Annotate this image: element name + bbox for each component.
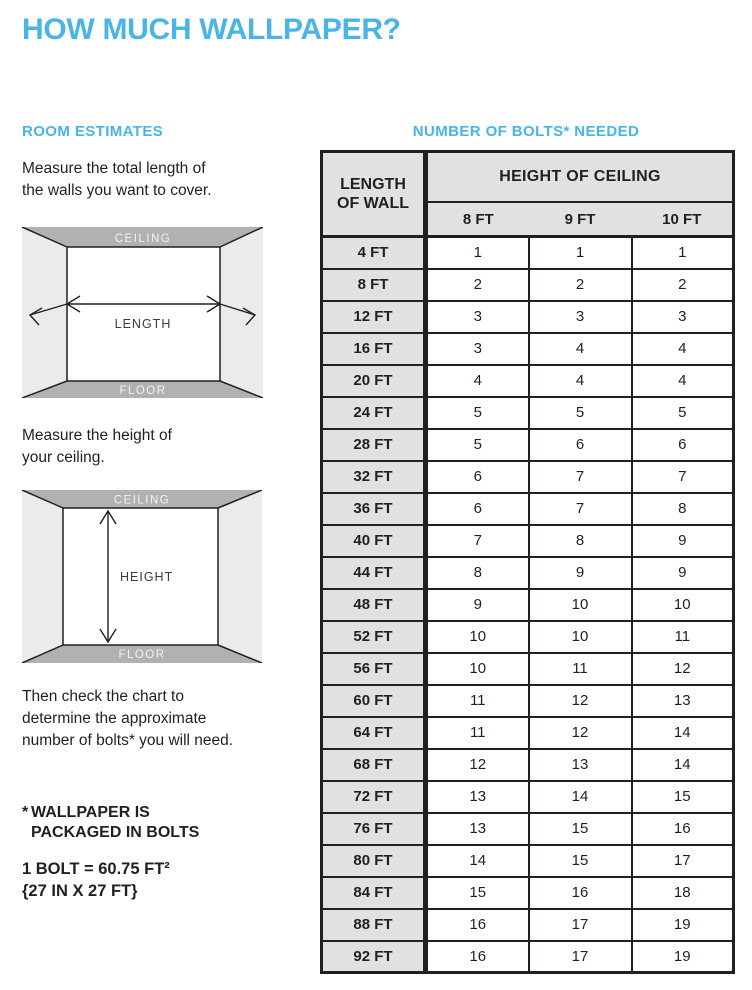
- table-row: [322, 365, 734, 397]
- wall-length-cell: 48 FT: [322, 589, 426, 621]
- bolt-count-cell: 8: [632, 493, 734, 525]
- table-row: [322, 493, 734, 525]
- footnote-line: PACKAGED IN BOLTS: [31, 824, 200, 841]
- wall-length-cell: 4 FT: [322, 237, 426, 269]
- wall-length-cell: 52 FT: [322, 621, 426, 653]
- room-height-diagram: [22, 490, 262, 663]
- instruction-measure-length: [22, 158, 212, 202]
- bolt-count-cell: 7: [529, 461, 632, 493]
- bolt-count-cell: 3: [426, 333, 529, 365]
- ceiling-height-column-header: 8 FT: [426, 202, 529, 237]
- bolt-count-cell: 18: [632, 877, 734, 909]
- bolt-count-cell: 10: [426, 653, 529, 685]
- bolt-count-cell: 6: [426, 461, 529, 493]
- instruction-line: determine the approximate: [22, 710, 207, 727]
- bolt-count-cell: 13: [632, 685, 734, 717]
- bolt-count-cell: 11: [529, 653, 632, 685]
- table-row: [322, 461, 734, 493]
- wall-length-cell: 8 FT: [322, 269, 426, 301]
- wall-length-cell: 36 FT: [322, 493, 426, 525]
- bolt-count-cell: 7: [426, 525, 529, 557]
- bolt-count-cell: 16: [426, 909, 529, 941]
- wall-length-cell: 76 FT: [322, 813, 426, 845]
- left-wall-surface: [22, 490, 63, 663]
- wall-length-cell: 56 FT: [322, 653, 426, 685]
- bolt-count-cell: 14: [632, 717, 734, 749]
- table-row: [322, 845, 734, 877]
- wall-length-cell: 88 FT: [322, 909, 426, 941]
- table-row: [322, 781, 734, 813]
- bolt-count-cell: 12: [529, 717, 632, 749]
- instruction-measure-height: [22, 425, 172, 469]
- instruction-line: Then check the chart to: [22, 688, 184, 705]
- bolt-count-cell: 5: [426, 397, 529, 429]
- length-label: LENGTH: [114, 317, 172, 331]
- bolts-table-body: [322, 237, 734, 973]
- bolt-count-cell: 17: [529, 909, 632, 941]
- bolt-count-cell: 5: [529, 397, 632, 429]
- bolt-count-cell: 8: [426, 557, 529, 589]
- table-row: [322, 237, 734, 269]
- bolt-count-cell: 13: [529, 749, 632, 781]
- footnote-line: WALLPAPER IS: [31, 804, 150, 821]
- instruction-line: number of bolts* you will need.: [22, 732, 234, 749]
- right-wall-surface: [218, 490, 262, 663]
- bolt-count-cell: 3: [632, 301, 734, 333]
- instruction-line: Measure the height of: [22, 427, 172, 444]
- bolts-table: [320, 150, 735, 974]
- bolt-size-info: [22, 858, 170, 902]
- bolt-count-cell: 12: [632, 653, 734, 685]
- wall-length-cell: 64 FT: [322, 717, 426, 749]
- instruction-line: the walls you want to cover.: [22, 182, 212, 199]
- bolt-count-cell: 11: [426, 717, 529, 749]
- bolt-count-cell: 2: [426, 269, 529, 301]
- table-row: [322, 877, 734, 909]
- room-length-diagram: [22, 227, 263, 398]
- wall-length-cell: 44 FT: [322, 557, 426, 589]
- bolt-count-cell: 16: [426, 941, 529, 973]
- instruction-check-chart: [22, 686, 233, 752]
- bolt-count-cell: 15: [632, 781, 734, 813]
- wall-length-cell: 32 FT: [322, 461, 426, 493]
- wall-length-cell: 68 FT: [322, 749, 426, 781]
- bolt-count-cell: 4: [529, 365, 632, 397]
- bolt-count-cell: 9: [632, 525, 734, 557]
- wall-length-cell: 80 FT: [322, 845, 426, 877]
- bolt-count-cell: 14: [529, 781, 632, 813]
- left-wall-surface: [22, 227, 67, 398]
- bolt-count-cell: 9: [632, 557, 734, 589]
- wall-length-cell: 20 FT: [322, 365, 426, 397]
- wall-length-cell: 12 FT: [322, 301, 426, 333]
- bolt-count-cell: 1: [529, 237, 632, 269]
- bolt-count-cell: 1: [632, 237, 734, 269]
- table-row: [322, 301, 734, 333]
- bolt-count-cell: 5: [632, 397, 734, 429]
- floor-label: FLOOR: [119, 385, 167, 397]
- bolt-count-cell: 19: [632, 909, 734, 941]
- bolt-count-cell: 11: [632, 621, 734, 653]
- bolt-count-cell: 8: [529, 525, 632, 557]
- bolt-count-cell: 3: [529, 301, 632, 333]
- bolt-count-cell: 4: [426, 365, 529, 397]
- wall-length-cell: 16 FT: [322, 333, 426, 365]
- page-title: HOW MUCH WALLPAPER?: [22, 13, 401, 46]
- bolt-count-cell: 13: [426, 781, 529, 813]
- table-row: [322, 589, 734, 621]
- bolt-count-cell: 4: [632, 333, 734, 365]
- instruction-line: Measure the total length of: [22, 160, 206, 177]
- bolt-count-cell: 5: [426, 429, 529, 461]
- table-row: [322, 909, 734, 941]
- bolt-count-cell: 17: [632, 845, 734, 877]
- bolt-count-cell: 12: [426, 749, 529, 781]
- bolt-count-cell: 2: [632, 269, 734, 301]
- table-row: [322, 621, 734, 653]
- bolt-count-cell: 10: [529, 621, 632, 653]
- bolt-count-cell: 7: [529, 493, 632, 525]
- table-row: [322, 941, 734, 973]
- wall-length-cell: 60 FT: [322, 685, 426, 717]
- table-row: [322, 813, 734, 845]
- table-row: [322, 557, 734, 589]
- table-row: [322, 397, 734, 429]
- bolt-count-cell: 11: [426, 685, 529, 717]
- ceiling-height-column-header: 9 FT: [529, 202, 632, 237]
- room-estimates-heading: ROOM ESTIMATES: [22, 123, 164, 140]
- table-header-row: [322, 152, 734, 203]
- table-row: [322, 717, 734, 749]
- bolt-count-cell: 16: [632, 813, 734, 845]
- right-wall-surface: [220, 227, 263, 398]
- wall-length-cell: 28 FT: [322, 429, 426, 461]
- height-label: HEIGHT: [120, 570, 174, 584]
- bolt-count-cell: 15: [426, 877, 529, 909]
- wall-length-cell: 92 FT: [322, 941, 426, 973]
- bolts-needed-heading: NUMBER OF BOLTS* NEEDED: [412, 123, 640, 140]
- table-row: [322, 749, 734, 781]
- table-row: [322, 653, 734, 685]
- instruction-line: your ceiling.: [22, 449, 105, 466]
- bolt-count-cell: 14: [632, 749, 734, 781]
- bolt-count-cell: 6: [632, 429, 734, 461]
- bolt-count-cell: 6: [426, 493, 529, 525]
- table-row: [322, 333, 734, 365]
- bolt-count-cell: 17: [529, 941, 632, 973]
- wall-length-cell: 24 FT: [322, 397, 426, 429]
- bolt-count-cell: 9: [426, 589, 529, 621]
- bolt-count-cell: 9: [529, 557, 632, 589]
- wallpaper-bolts-footnote: [22, 803, 199, 843]
- bolt-count-cell: 4: [529, 333, 632, 365]
- table-row: [322, 269, 734, 301]
- bolt-count-cell: 10: [529, 589, 632, 621]
- bolt-equation: 1 BOLT = 60.75 FT²: [22, 860, 170, 878]
- bolt-count-cell: 12: [529, 685, 632, 717]
- wall-length-cell: 84 FT: [322, 877, 426, 909]
- table-row: [322, 429, 734, 461]
- bolt-count-cell: 15: [529, 845, 632, 877]
- bolt-count-cell: 14: [426, 845, 529, 877]
- table-row: [322, 525, 734, 557]
- bolt-count-cell: 19: [632, 941, 734, 973]
- bolt-count-cell: 10: [632, 589, 734, 621]
- bolt-count-cell: 13: [426, 813, 529, 845]
- bolt-count-cell: 6: [529, 429, 632, 461]
- bolt-count-cell: 4: [632, 365, 734, 397]
- bolt-count-cell: 7: [632, 461, 734, 493]
- wall-length-cell: 40 FT: [322, 525, 426, 557]
- bolt-count-cell: 2: [529, 269, 632, 301]
- bolt-count-cell: 15: [529, 813, 632, 845]
- wall-length-cell: 72 FT: [322, 781, 426, 813]
- bolt-dimensions: {27 IN X 27 FT}: [22, 882, 138, 900]
- table-row: [322, 685, 734, 717]
- bolt-count-cell: 1: [426, 237, 529, 269]
- floor-label: FLOOR: [118, 649, 166, 661]
- ceiling-label: CEILING: [114, 233, 172, 245]
- length-of-wall-header: LENGTH OF WALL: [322, 152, 426, 237]
- height-of-ceiling-header: HEIGHT OF CEILING: [426, 152, 734, 203]
- back-wall: [67, 247, 220, 381]
- bolt-count-cell: 10: [426, 621, 529, 653]
- bolt-count-cell: 16: [529, 877, 632, 909]
- asterisk: *: [22, 804, 29, 821]
- ceiling-label: CEILING: [113, 494, 171, 507]
- bolt-count-cell: 3: [426, 301, 529, 333]
- ceiling-height-column-header: 10 FT: [632, 202, 734, 237]
